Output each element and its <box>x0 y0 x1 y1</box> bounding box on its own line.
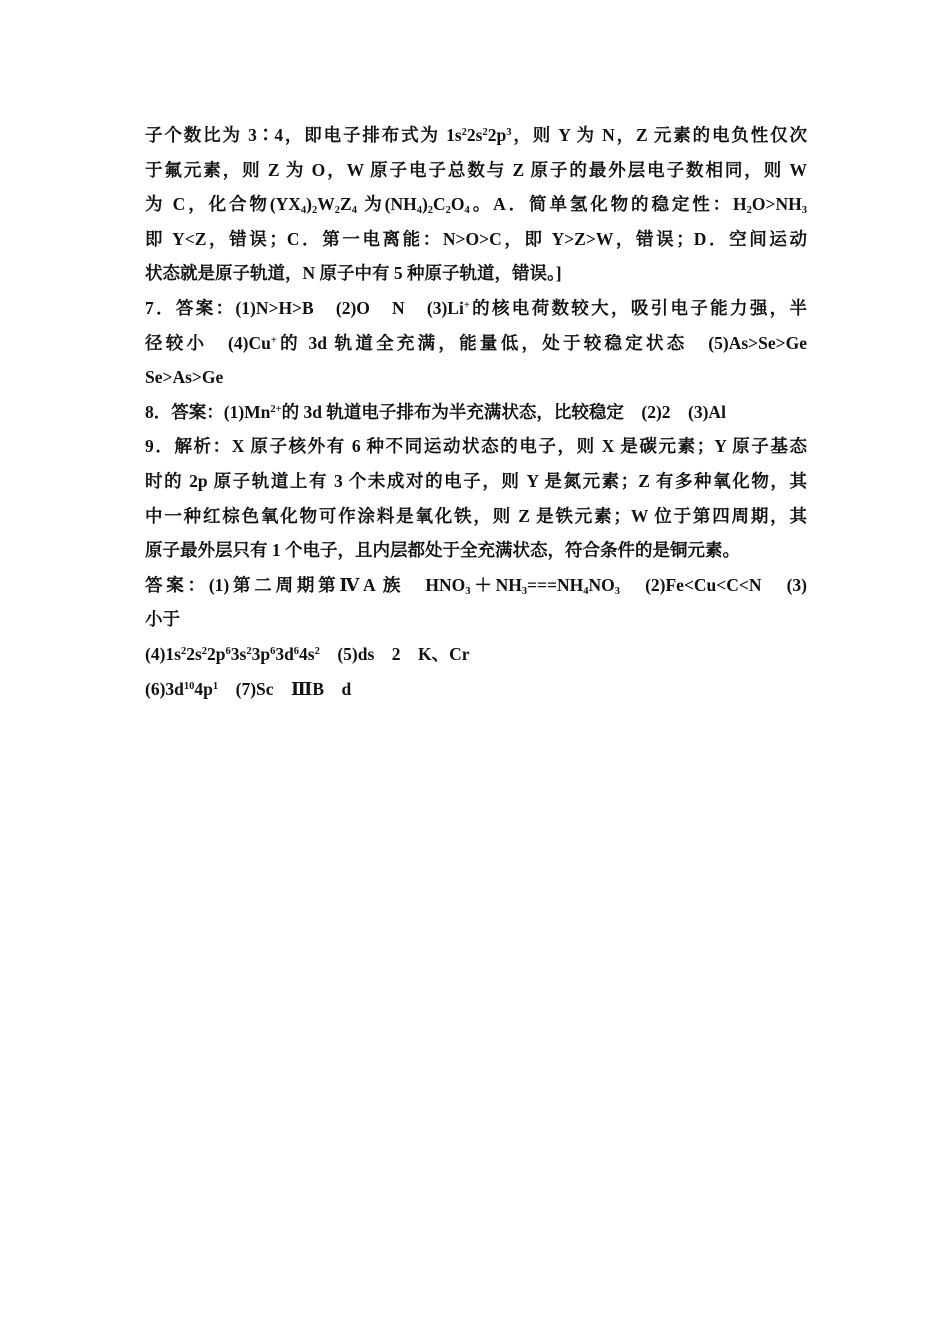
subscript: 4 <box>416 205 422 217</box>
text-line-1: 子个数比为 3∶4，即电子排布式为 $1s^22s^22p^3$，则 Y 为 N，Z 元素的电负性仅次 <box>145 125 807 145</box>
superscript: 2 <box>201 645 208 657</box>
subscript: 3 <box>465 585 471 597</box>
subscript: 2 <box>445 205 451 217</box>
superscript: 2 <box>314 645 320 657</box>
text-line-4: 即 Y<Z，错误；C．第一电离能：N>O>C，即 Y>Z>W，错误；D．空间运动 <box>145 228 807 249</box>
answer-7-line-2: 径较小 (4)Cu+的 3d 轨道全充满，能量低，处于较稳定状态 (5)As>Se>Ge <box>145 332 807 353</box>
superscript: 2+ <box>270 403 282 415</box>
answer-9-line-1: 答案：(1)第二周期第ⅣA 族 $HNO_3+NH_3===NH_4NO_3$ (2)Fe<Cu<C<N (3) <box>145 574 807 597</box>
subscript: 2 <box>746 205 752 217</box>
superscript: 6 <box>293 645 300 657</box>
subscript: 2 <box>312 205 318 217</box>
analysis-9-line-3: 中一种红棕色氧化物可作涂料是氧化铁，则 Z 是铁元素；W 位于第四周期，其 <box>145 505 807 526</box>
superscript: + <box>270 334 277 346</box>
answer-9-line-3: $(4)1s^22s^22p^63s^23p^63d^64s^2$ (5)ds 2 K、Cr <box>145 643 470 664</box>
subscript: 4 <box>583 585 589 597</box>
superscript: 10 <box>183 680 195 692</box>
answer-9-line-4: $(6)3d^{10}4p^1$ (7)Sc ⅢB d <box>145 678 352 699</box>
superscript: 2 <box>246 645 252 657</box>
superscript: 2 <box>180 645 187 657</box>
subscript: 4 <box>351 205 357 217</box>
superscript: 6 <box>270 645 276 657</box>
text-line-3: 为 C，化合物$(YX_4)_2W_2Z_4$ 为$(NH_4)_2C_2O_4$。A．简单氢化物的稳定性：$H_2O>NH_3$ <box>145 194 808 217</box>
subscript: 3 <box>801 205 808 217</box>
answer-7-line-1: 7．答案：(1)N>H>B (2)O N (3)Li+的核电荷数较大，吸引电子能力强，半 <box>145 297 807 318</box>
superscript: 6 <box>225 645 231 657</box>
answer-text-block <box>145 118 807 706</box>
superscript: 2 <box>461 127 467 138</box>
subscript: 4 <box>464 205 470 217</box>
text-line-2: 于氟元素，则 Z 为 O，W 原子电子总数与 Z 原子的最外层电子数相同，则 W <box>145 159 807 180</box>
superscript: + <box>463 299 470 311</box>
superscript: 3 <box>506 127 512 138</box>
subscript: 3 <box>614 585 621 597</box>
text-line-5: 状态就是原子轨道，N 原子中有 5 种原子轨道，错误。] <box>145 263 562 284</box>
subscript: 4 <box>300 205 307 217</box>
superscript: 1 <box>212 680 219 692</box>
answer-9-line-2: 小于 <box>145 609 180 630</box>
subscript: 2 <box>427 205 434 217</box>
analysis-9-line-4: 原子最外层只有 1 个电子，且内层都处于全充满状态，符合条件的是铜元素。 <box>145 540 740 561</box>
subscript: 2 <box>334 205 340 217</box>
analysis-9-line-2: 时的 2p 原子轨道上有 3 个未成对的电子，则 Y 是氮元素；Z 有多种氧化物，其 <box>145 470 807 491</box>
subscript: 3 <box>521 585 528 597</box>
analysis-9-line-1: 9．解析：X 原子核外有 6 种不同运动状态的电子，则 X 是碳元素；Y 原子基态 <box>145 436 807 457</box>
answer-7-line-3: Se>As>Ge <box>145 367 224 388</box>
answer-8-line: 8．答案：$(1)Mn^{2+}$的 3d 轨道电子排布为半充满状态，比较稳定 (2)2 (3)Al <box>145 401 726 422</box>
superscript: 2 <box>482 127 488 138</box>
